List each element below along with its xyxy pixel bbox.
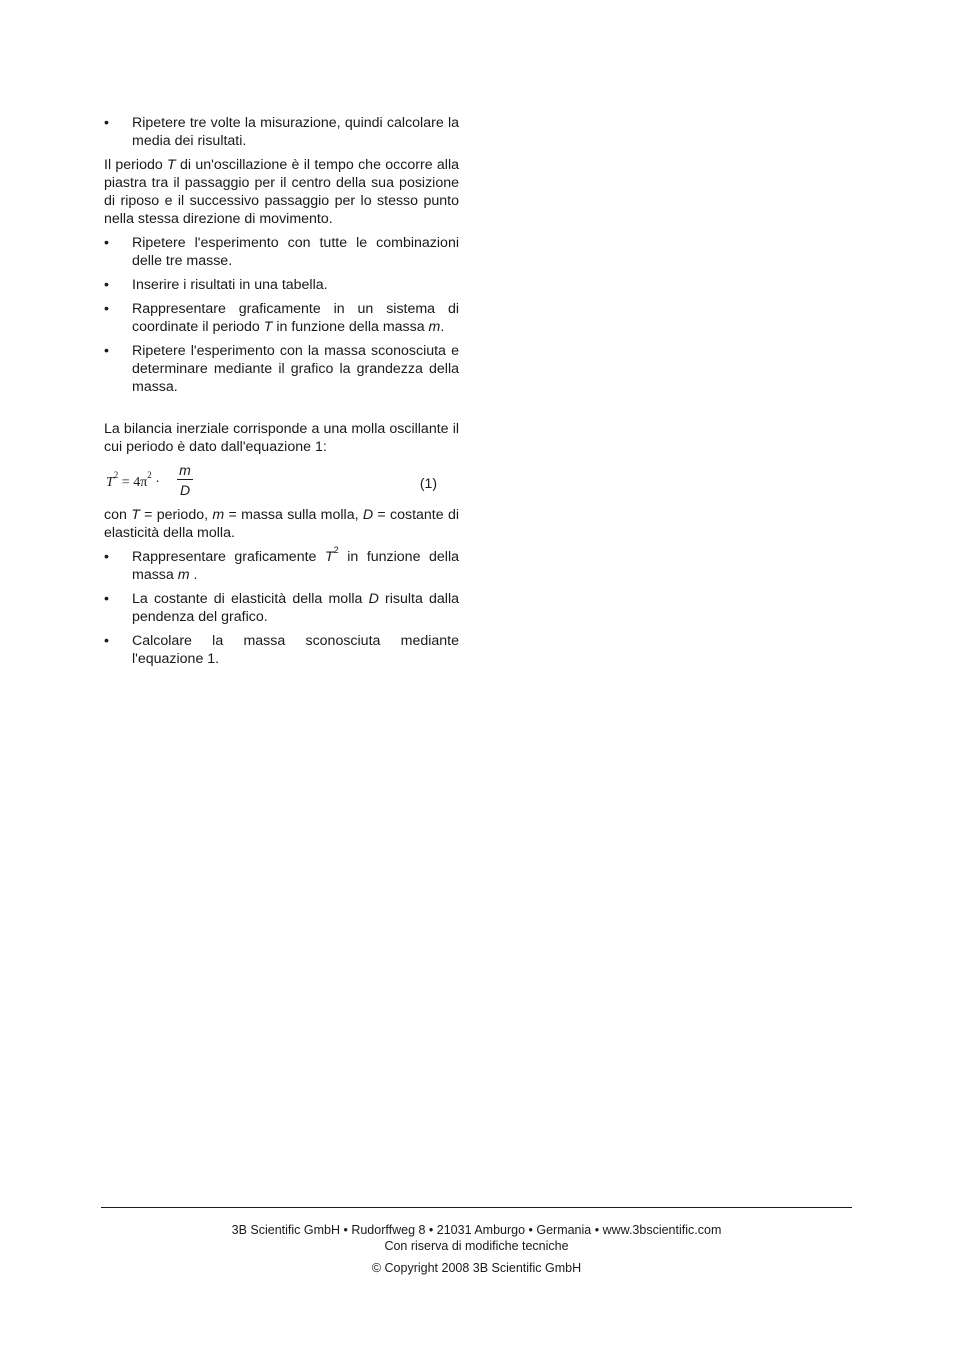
footer-address: 3B Scientific GmbH • Rudorffweg 8 • 21031 Amburgo • Germania • www.3bscientific.com [231,1223,722,1237]
list-item: • Rappresentare graficamente $T^2$ in funzione della massa m . [104,545,459,583]
equation-fraction: m D [177,462,193,498]
list-item: • Rappresentare graficamente in un sistema di coordinate il periodo T in funzione della massa m. [104,301,459,335]
footer-divider [101,1207,852,1208]
paragraph-period-definition: Il periodo T di un'oscillazione è il tempo che occorre alla piastra tra il passaggio per il centro della sua posizione di riposo e il successivo passaggio per lo stesso punto nella stessa direzione di movimento. [104,157,459,227]
list-item: • La costante di elasticità della molla D risulta dalla pendenza del grafico. [104,591,459,625]
equation-lhs: $T^2 = 4\pi^2$ · [106,470,160,490]
bullet-mark: • [104,591,109,607]
bullet-mark: • [104,235,109,251]
bullet-mark: • [104,343,109,359]
list-item: • Ripetere l'esperimento con tutte le combinazioni delle tre masse. [104,235,459,269]
bullet-mark: • [104,277,109,293]
bullet-mark: • [104,301,109,317]
equation-1 [104,462,459,504]
list-item: • Ripetere tre volte la misurazione, quindi calcolare la media dei risultati. [104,115,459,149]
list-item: • Ripetere l'esperimento con la massa sconosciuta e determinare mediante il grafico la grandezza della massa. [104,343,459,395]
bullet-mark: • [104,549,109,565]
equation-number: (1) [419,475,437,491]
main-column [104,114,459,674]
paragraph-variables: con T = periodo, m = massa sulla molla, D = costante di elasticità della molla. [104,507,459,541]
bullet-mark: • [104,115,109,131]
list-item: • Calcolare la massa sconosciuta mediante l'equazione 1. [104,633,459,667]
list-item: • Inserire i risultati in una tabella. [104,277,328,293]
bullet-mark: • [104,633,109,649]
footer-notice: Con riserva di modifiche tecniche [384,1239,569,1253]
paragraph-inertial-balance: La bilancia inerziale corrisponde a una molla oscillante il cui periodo è dato dall'equazione 1: [104,421,459,455]
footer-copyright: © Copyright 2008 3B Scientific GmbH [371,1261,582,1275]
